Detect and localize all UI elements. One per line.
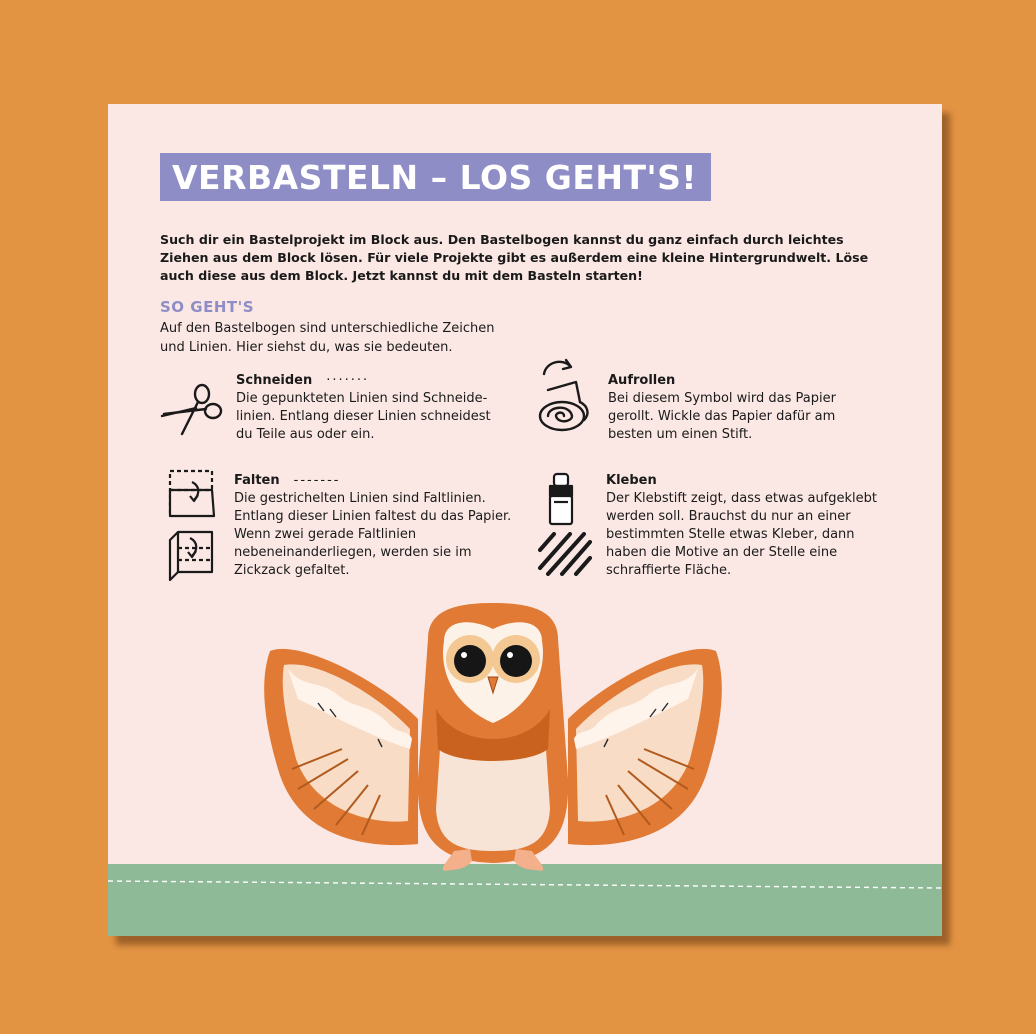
item-schneiden (236, 372, 506, 444)
kleben-text: Der Klebstift zeigt, dass etwas aufgeklebt werden soll. Brauchst du nur an einer bestimmten Stelle etwas Kleber, dann haben die Motive an der Stelle eine schraffierte Fläche. (606, 491, 877, 578)
right-wing (568, 649, 722, 845)
title-banner (160, 153, 711, 201)
owl-body (418, 603, 568, 871)
intro-text: Such dir ein Bastelprojekt im Block aus. Den Bastelbogen kannst du ganz einfach durch leichtes Ziehen aus dem Block lösen. Für viele Projekte gibt es außerdem eine kleine Hintergrundwelt. Löse auch diese aus dem Block. Jetzt kannst du mit dem Basteln starten! (160, 232, 869, 283)
howto-heading: SO GEHT'S (160, 298, 255, 316)
craft-instructions-page (108, 104, 942, 936)
left-wing (264, 649, 418, 845)
item-kleben (606, 472, 896, 580)
owl-illustration (258, 599, 728, 889)
schneiden-text: Die gepunkteten Linien sind Schneide-linien. Entlang dieser Linien schneidest du Teile aus oder ein. (236, 391, 491, 442)
item-aufrollen (608, 372, 878, 444)
falten-title: Falten (234, 473, 280, 488)
roll-icon (536, 356, 600, 438)
dashed-line-sample: ------- (293, 473, 341, 488)
howto-text: Auf den Bastelbogen sind unterschiedliche Zeichen und Linien. Hier siehst du, was sie bedeuten. (160, 321, 495, 355)
fold-icon (166, 468, 218, 520)
falten-text: Die gestrichelten Linien sind Faltlinien. Entlang dieser Linien faltest du das Papier. Wenn zwei gerade Faltlinien nebeneinanderliegen, werden sie im Zickzack gefaltet. (234, 491, 512, 578)
zigzag-fold-icon (166, 528, 218, 584)
hatch-icon (538, 532, 592, 576)
page-title: VERBASTELN – LOS GEHT'S! (172, 158, 697, 197)
schneiden-title: Schneiden (236, 373, 313, 388)
kleben-title: Kleben (606, 473, 657, 488)
aufrollen-title: Aufrollen (608, 373, 676, 388)
aufrollen-text: Bei diesem Symbol wird das Papier gerollt. Wickle das Papier dafür am besten um einen Stift. (608, 391, 836, 442)
scissors-icon (160, 378, 226, 440)
item-falten (234, 472, 524, 580)
dotted-line-sample: ······· (326, 373, 370, 388)
glue-stick-icon (542, 472, 582, 530)
